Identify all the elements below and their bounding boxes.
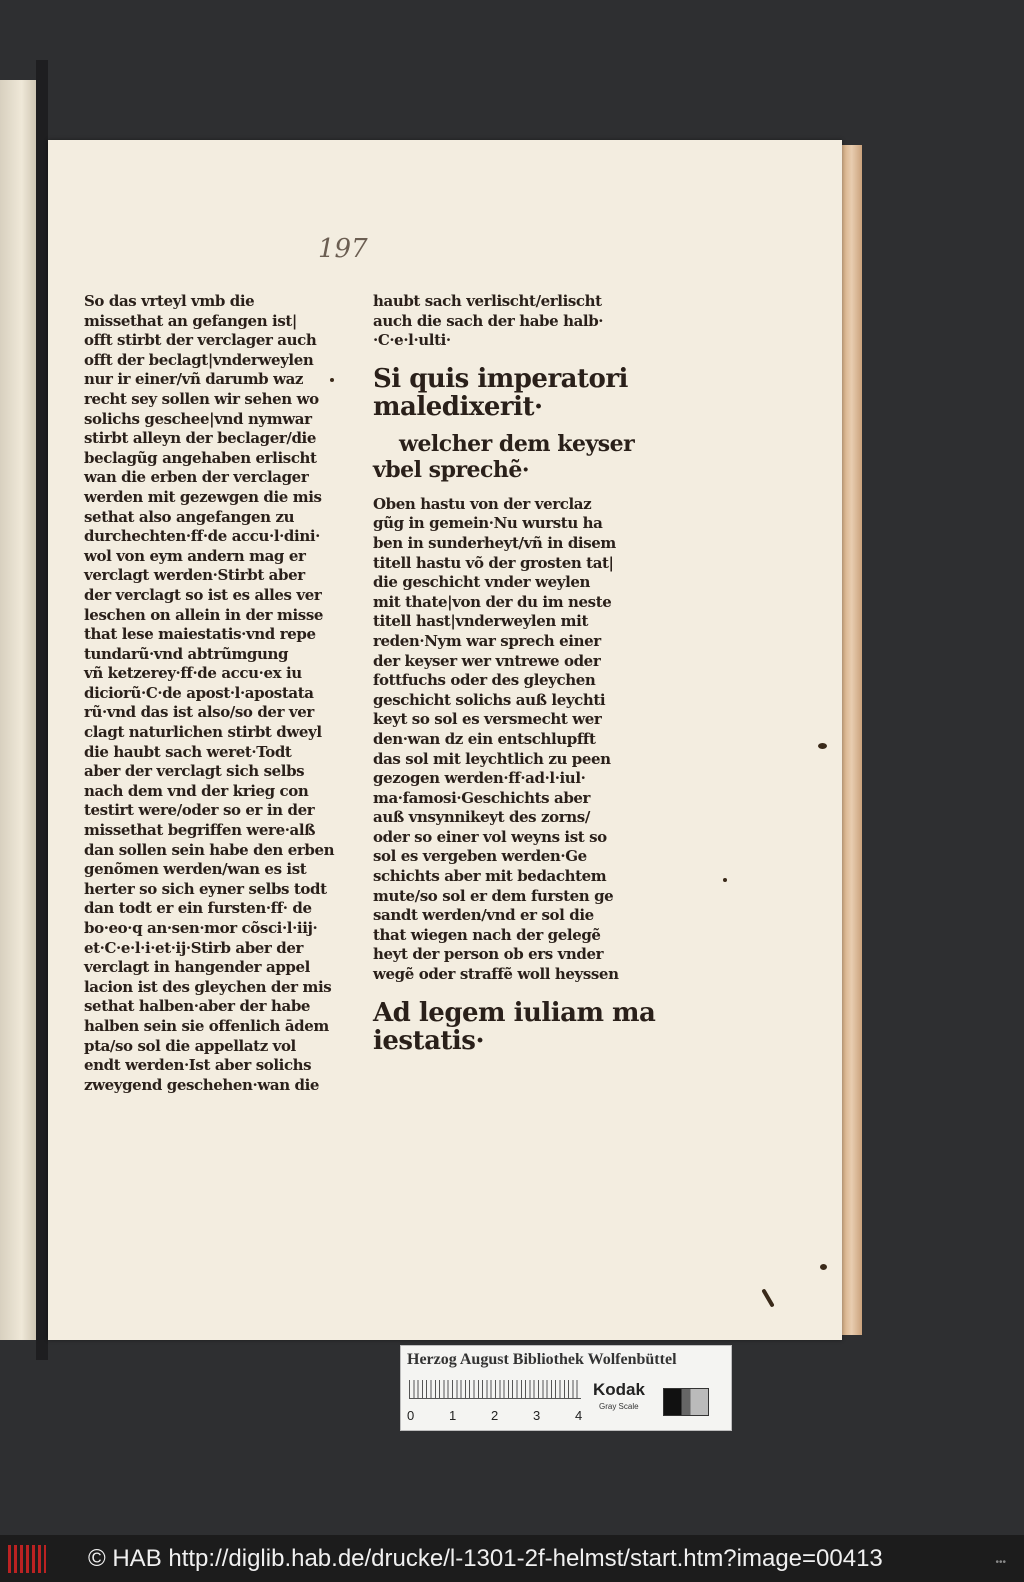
text-line: durchechten·ff·de accu·l·dini·: [84, 527, 320, 546]
gray-scale-swatch: [663, 1388, 709, 1416]
text-line: die geschicht vnder weylen: [373, 573, 591, 592]
text-line: dan sollen sein habe den erben: [84, 840, 335, 859]
text-line: verclagt in hangender appel: [84, 958, 310, 977]
text-line: sol es vergeben werden·Ge: [373, 847, 587, 866]
text-line: endt werden·Ist aber solichs: [84, 1056, 312, 1075]
text-line: vñ ketzerey·ff·de accu·ex iu: [84, 664, 302, 683]
right-column-body: [373, 494, 619, 985]
heading-line: Ad legem iuliam ma: [373, 997, 656, 1028]
text-line: stirbt alleyn der beclager/die: [84, 429, 316, 448]
text-line: Oben hastu von der verclaz: [373, 494, 592, 513]
text-line: recht sey sollen wir sehen wo: [84, 389, 319, 408]
text-line: So das vrteyl vmb die: [84, 292, 255, 310]
text-line: das sol mit leychtlich zu peen: [373, 749, 611, 768]
text-line: sethat also angefangen zu: [84, 507, 295, 526]
heading-line: iestatis·: [373, 1025, 484, 1056]
gray-scale-label: Gray Scale: [599, 1402, 639, 1411]
text-line: halben sein sie offenlich ādem: [84, 1016, 329, 1035]
heading-line: welcher dem keyser: [399, 430, 635, 457]
text-line: beclagũg angehaben erlischt: [84, 448, 317, 467]
text-line: tundarũ·vnd abtrũmgung: [84, 644, 289, 663]
right-column-continuation: [373, 292, 611, 351]
text-line: auch die sach der habe halb·: [373, 311, 604, 330]
text-line: missethat an gefangen ist|: [84, 311, 297, 330]
library-name: Herzog August Bibliothek Wolfenbüttel: [407, 1351, 677, 1368]
text-line: testirt were/oder so er in der: [84, 801, 315, 820]
text-line: gũg in gemein·Nu wurstu ha: [373, 514, 603, 533]
left-text-column: [84, 292, 335, 1095]
text-line: et·C·e·l·i·et·ij·Stirb aber der: [84, 938, 303, 957]
text-line: offt stirbt der verclager auch: [84, 331, 317, 350]
ink-mark: [330, 378, 334, 382]
heading-line: Si quis imperatori: [373, 363, 628, 394]
text-line: clagt naturlichen stirbt dweyl: [84, 723, 322, 742]
ink-mark: [723, 878, 727, 882]
ruler-number: 4: [575, 1408, 583, 1423]
text-line: fottfuchs oder des gleychen: [373, 671, 596, 690]
text-line: missethat begriffen were·alß: [84, 821, 316, 840]
text-line: solichs geschee|vnd nymwar: [84, 409, 312, 428]
text-line: dan todt er ein fursten·ff· de: [84, 899, 312, 918]
text-line: wegẽ oder straffẽ woll heyssen: [373, 965, 619, 984]
text-line: oder so einer vol weyns ist so: [373, 827, 607, 846]
ruler-number: 2: [491, 1408, 499, 1423]
text-line: keyt so sol es versmecht wer: [373, 710, 602, 729]
folio-number: 197: [318, 234, 368, 264]
text-line: die haubt sach weret·Todt: [84, 742, 292, 761]
text-line: reden·Nym war sprech einer: [373, 631, 601, 650]
text-line: rũ·vnd das ist also/so der ver: [84, 703, 314, 722]
text-line: offt der beclagt|vnderweylen: [84, 350, 314, 369]
ruler-number: 3: [533, 1408, 541, 1423]
text-line: ·C·e·l·ulti·: [373, 331, 451, 350]
more-dots-icon: •••: [995, 1557, 1006, 1568]
ruler-number: 0: [407, 1408, 415, 1423]
text-line: gezogen werden·ff·ad·l·iul·: [373, 769, 586, 788]
ruler-scale: [409, 1380, 581, 1399]
text-line: wol von eym andern mag er: [84, 546, 306, 565]
text-line: schichts aber mit bedachtem: [373, 867, 607, 886]
text-line: zweygend geschehen·wan die: [84, 1075, 320, 1094]
text-line: titell hastu võ der grosten tat|: [373, 553, 614, 572]
heading-line: vbel sprechẽ·: [373, 456, 530, 483]
text-line: lacion ist des gleychen der mis: [84, 977, 332, 996]
text-line: der verclagt so ist es alles ver: [84, 585, 322, 604]
text-line: der keyser wer vntrewe oder: [373, 651, 601, 670]
text-line: wan die erben der verclager: [84, 468, 309, 487]
heading-line: maledixerit·: [373, 391, 543, 422]
text-line: diciorũ·C·de apost·l·apostata: [84, 683, 314, 702]
section-heading-latin: [373, 363, 628, 422]
text-line: sandt werden/vnd er sol die: [373, 906, 594, 925]
text-line: herter so sich eyner selbs todt: [84, 879, 327, 898]
text-line: verclagt werden·Stirbt aber: [84, 566, 305, 585]
right-text-column: [373, 292, 656, 1056]
ink-mark: [818, 743, 827, 749]
text-line: den·wan dz ein entschlupfft: [373, 729, 596, 748]
book-gutter: [36, 60, 48, 1360]
text-line: genõmen werden/wan es ist: [84, 860, 307, 879]
text-line: heyt der person ob ers vnder: [373, 945, 604, 964]
text-line: haubt sach verlischt/erlischt: [373, 292, 602, 310]
text-line: that wiegen nach der gelegẽ: [373, 925, 601, 944]
text-line: leschen on allein in der misse: [84, 605, 324, 624]
ink-mark: [820, 1264, 827, 1270]
text-line: mute/so sol er dem fursten ge: [373, 886, 614, 905]
text-line: mit thate|von der du im neste: [373, 592, 612, 611]
text-line: nur ir einer/vñ darumb waz: [84, 370, 304, 389]
text-line: ben in sunderheyt/vñ in disem: [373, 533, 616, 552]
kodak-logo: Kodak: [593, 1380, 645, 1399]
text-line: pta/so sol die appellatz vol: [84, 1036, 296, 1055]
text-line: aber der verclagt sich selbs: [84, 762, 305, 781]
text-line: auß vnsynnikeyt des zorns/: [373, 808, 590, 827]
text-line: ma·famosi·Geschichts aber: [373, 788, 591, 807]
copyright-url[interactable]: © HAB http://diglib.hab.de/drucke/l-1301-2f-helmst/start.htm?image=00413: [88, 1545, 883, 1572]
hab-logo-icon: [8, 1545, 46, 1573]
text-line: geschicht solichs auß leychti: [373, 690, 606, 709]
section-heading-german: [373, 430, 635, 483]
ruler-number: 1: [449, 1408, 457, 1423]
text-line: werden mit gezewgen die mis: [84, 487, 322, 506]
color-calibration-card: [400, 1345, 732, 1431]
text-line: sethat halben·aber der habe: [84, 997, 311, 1016]
previous-page-edge: [0, 80, 36, 1340]
section-heading-bottom: [373, 997, 656, 1056]
text-line: titell hast|vnderweylen mit: [373, 612, 588, 631]
text-line: nach dem vnd der krieg con: [84, 781, 309, 800]
footer-bar: [0, 1535, 1024, 1582]
text-line: that lese maiestatis·vnd repe: [84, 625, 316, 644]
text-line: bo·eo·q an·sen·mor cõsci·l·iij·: [84, 919, 318, 937]
